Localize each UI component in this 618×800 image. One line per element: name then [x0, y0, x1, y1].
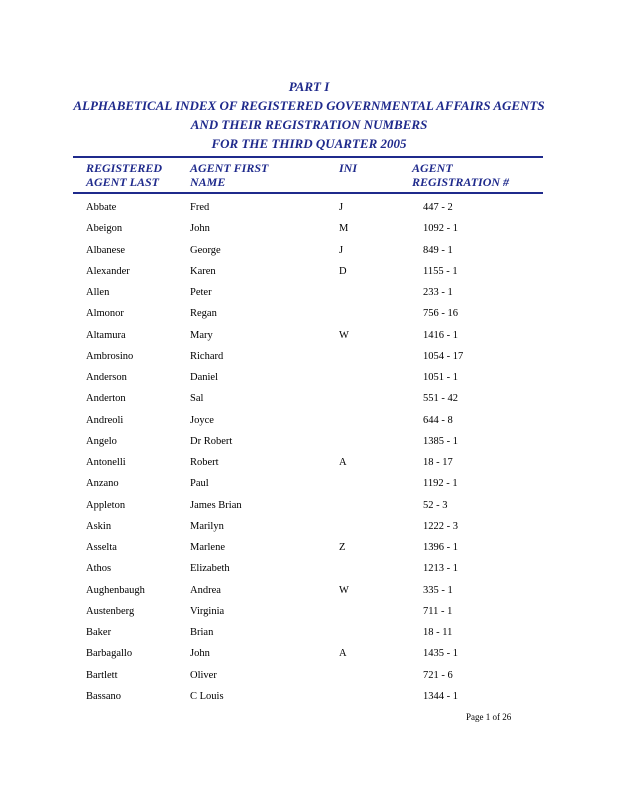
- cell-first-name: Andrea: [190, 584, 221, 596]
- cell-first-name: Dr Robert: [190, 435, 233, 447]
- table-row: [0, 498, 618, 519]
- cell-last-name: Aughenbaugh: [86, 584, 145, 596]
- column-header-reg-line2: REGISTRATION #: [412, 175, 510, 189]
- table-row: [0, 306, 618, 327]
- cell-last-name: Albanese: [86, 244, 126, 256]
- cell-last-name: Anderton: [86, 393, 126, 405]
- cell-first-name: Fred: [190, 202, 210, 213]
- page-number: Page 1 of 26: [466, 712, 512, 722]
- cell-registration: 1213 - 1: [423, 563, 458, 575]
- cell-first-name: Karen: [190, 265, 216, 277]
- cell-last-name: Austenberg: [86, 605, 135, 617]
- document-heading: [0, 77, 618, 153]
- cell-first-name: Elizabeth: [190, 563, 230, 575]
- table-row: [0, 583, 618, 604]
- cell-first-name: James Brian: [190, 499, 242, 511]
- cell-last-name: Andreoli: [86, 414, 124, 426]
- cell-first-name: Marlene: [190, 542, 225, 553]
- cell-registration: 52 - 3: [423, 499, 448, 511]
- cell-last-name: Baker: [86, 627, 112, 638]
- column-header-last-line1: REGISTERED: [86, 161, 163, 175]
- cell-registration: 1222 - 3: [423, 520, 458, 532]
- table-row: [0, 200, 618, 221]
- table-row: [0, 349, 618, 370]
- table-row: [0, 689, 618, 710]
- table-row: [0, 434, 618, 455]
- cell-registration: 18 - 17: [423, 457, 453, 468]
- heading-quarter: FOR THE THIRD QUARTER 2005: [211, 136, 407, 151]
- cell-registration: 1396 - 1: [423, 542, 458, 553]
- cell-first-name: John: [190, 223, 210, 235]
- cell-last-name: Ambrosino: [86, 350, 134, 362]
- cell-last-name: Askin: [86, 520, 112, 532]
- table-row: [0, 519, 618, 540]
- cell-last-name: Almonor: [86, 308, 124, 320]
- cell-last-name: Appleton: [86, 499, 126, 511]
- column-header-first-line1: AGENT FIRST: [190, 161, 269, 175]
- table-row: [0, 391, 618, 412]
- cell-last-name: Angelo: [86, 435, 117, 447]
- table-row: [0, 476, 618, 497]
- cell-registration: 1344 - 1: [423, 690, 458, 702]
- cell-registration: 1416 - 1: [423, 329, 458, 341]
- column-header-last-line2: AGENT LAST: [86, 175, 160, 189]
- table-row: [0, 561, 618, 582]
- cell-first-name: Regan: [190, 308, 217, 320]
- cell-first-name: Joyce: [190, 414, 214, 426]
- cell-last-name: Anderson: [86, 372, 127, 383]
- cell-registration: 756 - 16: [423, 308, 458, 320]
- cell-registration: 18 - 11: [423, 627, 453, 638]
- cell-first-name: Mary: [190, 329, 213, 341]
- cell-first-name: Virginia: [190, 605, 225, 617]
- cell-registration: 1435 - 1: [423, 648, 458, 660]
- cell-registration: 1192 - 1: [423, 478, 458, 490]
- cell-first-name: John: [190, 648, 210, 660]
- cell-registration: 551 - 42: [423, 393, 458, 405]
- cell-registration: 711 - 1: [423, 605, 453, 617]
- cell-last-name: Bartlett: [86, 669, 118, 681]
- agent-table: [0, 200, 618, 710]
- table-row: [0, 328, 618, 349]
- cell-registration: 233 - 1: [423, 287, 453, 298]
- heading-subtitle: AND THEIR REGISTRATION NUMBERS: [190, 117, 428, 132]
- table-row: [0, 370, 618, 391]
- cell-last-name: Altamura: [86, 329, 126, 341]
- cell-initial: A: [339, 457, 347, 468]
- cell-last-name: Barbagallo: [86, 648, 133, 660]
- cell-first-name: Brian: [190, 627, 214, 638]
- cell-registration: 1385 - 1: [423, 435, 458, 447]
- cell-last-name: Antonelli: [86, 457, 126, 468]
- table-row: [0, 221, 618, 242]
- column-header-reg-line1: AGENT: [412, 161, 453, 175]
- cell-initial: D: [339, 265, 347, 277]
- table-row: [0, 413, 618, 434]
- cell-registration: 1051 - 1: [423, 372, 458, 383]
- table-row: [0, 625, 618, 646]
- cell-initial: J: [339, 244, 344, 256]
- cell-registration: 1155 - 1: [423, 265, 458, 277]
- table-row: [0, 285, 618, 306]
- column-header-first-line2: NAME: [190, 175, 226, 189]
- table-row: [0, 264, 618, 285]
- header-top-rule: [73, 156, 543, 158]
- cell-first-name: Paul: [190, 478, 209, 490]
- cell-first-name: Sal: [190, 393, 204, 405]
- cell-first-name: Richard: [190, 350, 224, 362]
- cell-registration: 644 - 8: [423, 414, 453, 426]
- cell-last-name: Abbate: [86, 202, 117, 213]
- column-header-first-name: [190, 161, 268, 189]
- heading-title: ALPHABETICAL INDEX OF REGISTERED GOVERNMENTAL AFFAIRS AGENTS: [73, 98, 545, 113]
- cell-initial: A: [339, 648, 347, 660]
- header-bottom-rule: [73, 192, 543, 194]
- table-row: [0, 604, 618, 625]
- cell-last-name: Athos: [86, 563, 112, 575]
- table-row: [0, 455, 618, 476]
- cell-initial: W: [339, 329, 349, 341]
- cell-last-name: Asselta: [86, 542, 117, 553]
- cell-initial: W: [339, 584, 349, 596]
- cell-last-name: Abeigon: [86, 223, 123, 235]
- cell-last-name: Bassano: [86, 690, 121, 702]
- cell-registration: 335 - 1: [423, 584, 453, 596]
- cell-first-name: Robert: [190, 457, 219, 468]
- column-header-last-name: [86, 161, 162, 189]
- column-header-initial: [339, 161, 357, 175]
- cell-last-name: Alexander: [86, 265, 130, 277]
- table-row: [0, 646, 618, 667]
- table-row: [0, 243, 618, 264]
- cell-first-name: Marilyn: [190, 520, 224, 532]
- cell-first-name: Peter: [190, 287, 212, 298]
- cell-registration: 1092 - 1: [423, 223, 458, 235]
- cell-last-name: Anzano: [86, 478, 119, 490]
- cell-initial: Z: [339, 542, 346, 553]
- cell-registration: 447 - 2: [423, 202, 453, 213]
- heading-part: PART I: [288, 79, 330, 94]
- cell-registration: 849 - 1: [423, 244, 453, 256]
- column-header-ini-line1: INI: [339, 161, 358, 175]
- column-header-registration: [412, 161, 509, 189]
- cell-first-name: Oliver: [190, 669, 217, 681]
- cell-first-name: George: [190, 244, 221, 256]
- cell-initial: J: [339, 202, 344, 213]
- cell-initial: M: [339, 223, 349, 235]
- table-row: [0, 540, 618, 561]
- cell-registration: 721 - 6: [423, 669, 453, 681]
- table-row: [0, 668, 618, 689]
- cell-first-name: Daniel: [190, 372, 218, 383]
- cell-first-name: C Louis: [190, 690, 224, 702]
- cell-last-name: Allen: [86, 287, 110, 298]
- cell-registration: 1054 - 17: [423, 350, 464, 362]
